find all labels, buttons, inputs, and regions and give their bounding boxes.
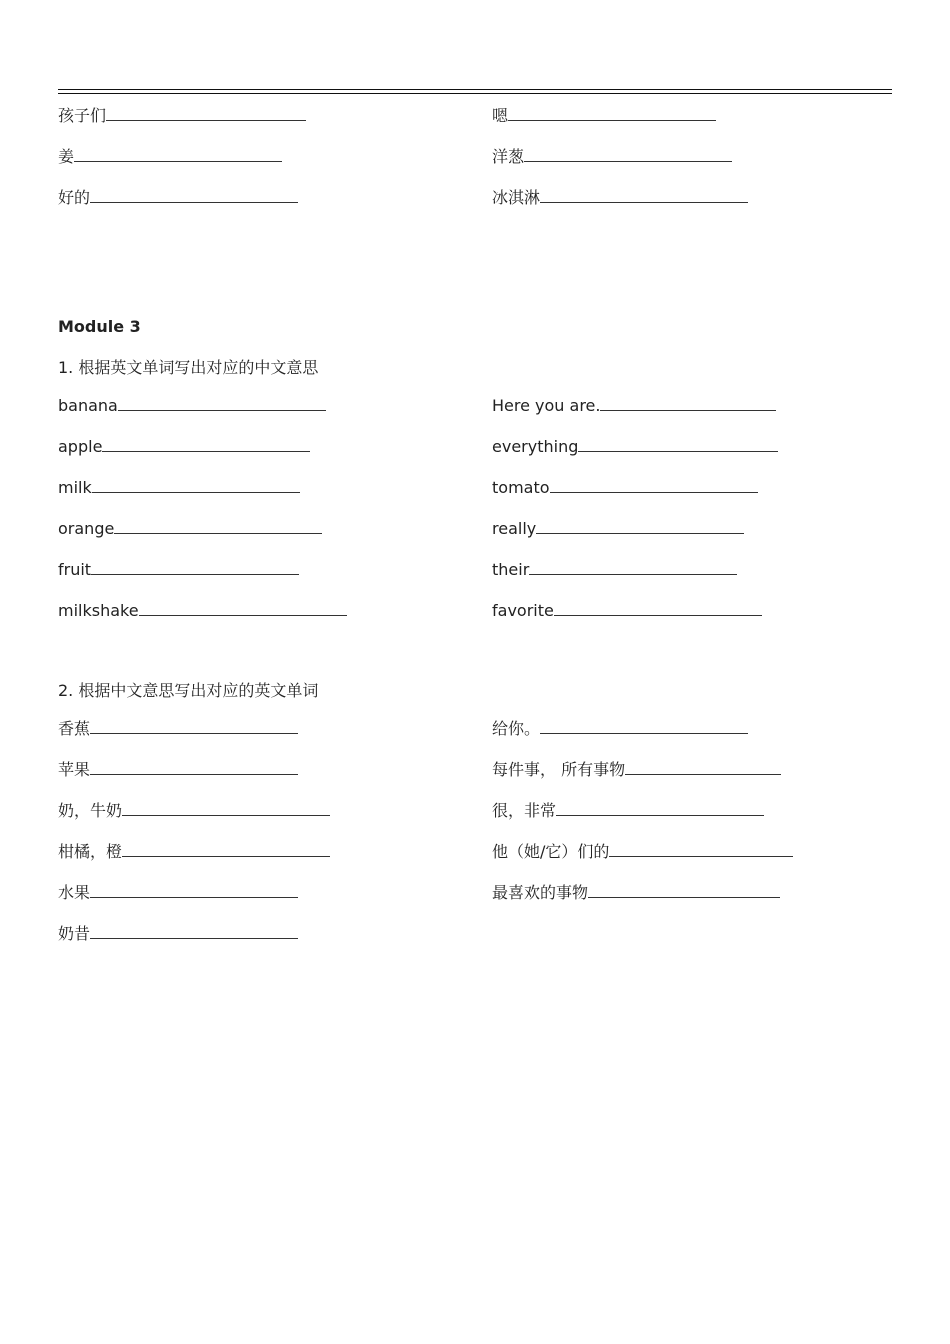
answer-blank[interactable] [554,599,762,616]
top-right-item-1 [492,104,716,127]
answer-blank[interactable] [524,145,732,162]
answer-blank[interactable] [90,717,298,734]
item-label: everything [492,437,579,456]
item-label: fruit [58,560,92,579]
top-right-item-2 [492,145,732,168]
item-label: 奶，牛奶 [58,801,123,820]
part2-right-item-1 [492,717,748,740]
item-label: 孩子们 [58,106,107,125]
item-label: 给你。 [492,719,541,738]
item-label: 洋葱 [492,147,525,166]
item-label: 很，非常 [492,801,557,820]
part2-instruction: 2. 根据中文意思写出对应的英文单词 [58,681,319,700]
item-label: their [492,560,530,579]
part2-left-item-2 [58,758,298,781]
part1-left-item-5 [58,558,299,581]
part2-left-item-6 [58,922,298,945]
answer-blank[interactable] [600,394,776,411]
item-label: banana [58,396,118,415]
part2-right-item-4 [492,840,793,863]
answer-blank[interactable] [550,476,758,493]
part1-right-item-1 [492,394,776,417]
item-label: milkshake [58,601,139,620]
part1-right-item-3 [492,476,758,499]
answer-blank[interactable] [556,799,764,816]
part2-left-item-5 [58,881,298,904]
answer-blank[interactable] [122,840,330,857]
answer-blank[interactable] [118,394,326,411]
part1-right-item-4 [492,517,744,540]
answer-blank[interactable] [92,476,300,493]
answer-blank[interactable] [578,435,778,452]
part2-right-item-3 [492,799,764,822]
item-label: 嗯 [492,106,509,125]
answer-blank[interactable] [90,922,298,939]
top-left-item-2 [58,145,282,168]
answer-blank[interactable] [588,881,780,898]
top-left-item-3 [58,186,298,209]
part1-left-item-2 [58,435,310,458]
part1-instruction: 1. 根据英文单词写出对应的中文意思 [58,358,319,377]
part1-right-item-2 [492,435,778,458]
answer-blank[interactable] [540,717,748,734]
item-label: Here you are. [492,396,601,415]
answer-blank[interactable] [508,104,716,121]
part2-left-item-3 [58,799,330,822]
item-label: 苹果 [58,760,91,779]
module-title: Module 3 [58,317,141,336]
part2-left-item-4 [58,840,330,863]
part1-left-item-3 [58,476,300,499]
answer-blank[interactable] [114,517,322,534]
item-label: apple [58,437,103,456]
item-label: favorite [492,601,554,620]
part2-right-item-5 [492,881,780,904]
top-left-item-1 [58,104,306,127]
item-label: 水果 [58,883,91,902]
item-label: 柑橘，橙 [58,842,123,861]
item-label: 好的 [58,188,91,207]
part1-left-item-4 [58,517,322,540]
item-label: 最喜欢的事物 [492,883,589,902]
answer-blank[interactable] [90,881,298,898]
item-label: tomato [492,478,550,497]
part1-left-item-1 [58,394,326,417]
top-rule-thick [58,89,892,90]
item-label: 他（她/它）们的 [492,842,610,861]
part1-left-item-6 [58,599,347,622]
answer-blank[interactable] [90,758,298,775]
item-label: 每件事， 所有事物 [492,760,626,779]
answer-blank[interactable] [609,840,793,857]
answer-blank[interactable] [536,517,744,534]
answer-blank[interactable] [102,435,310,452]
item-label: 奶昔 [58,924,91,943]
item-label: 香蕉 [58,719,91,738]
top-right-item-3 [492,186,748,209]
answer-blank[interactable] [106,104,306,121]
answer-blank[interactable] [91,558,299,575]
part1-right-item-6 [492,599,762,622]
part2-left-item-1 [58,717,298,740]
answer-blank[interactable] [625,758,781,775]
item-label: orange [58,519,115,538]
item-label: really [492,519,537,538]
part1-right-item-5 [492,558,737,581]
top-rule-thin [58,93,892,94]
answer-blank[interactable] [139,599,347,616]
item-label: 冰淇淋 [492,188,541,207]
item-label: 姜 [58,147,75,166]
answer-blank[interactable] [529,558,737,575]
answer-blank[interactable] [90,186,298,203]
answer-blank[interactable] [74,145,282,162]
part2-right-item-2 [492,758,781,781]
answer-blank[interactable] [122,799,330,816]
item-label: milk [58,478,92,497]
answer-blank[interactable] [540,186,748,203]
